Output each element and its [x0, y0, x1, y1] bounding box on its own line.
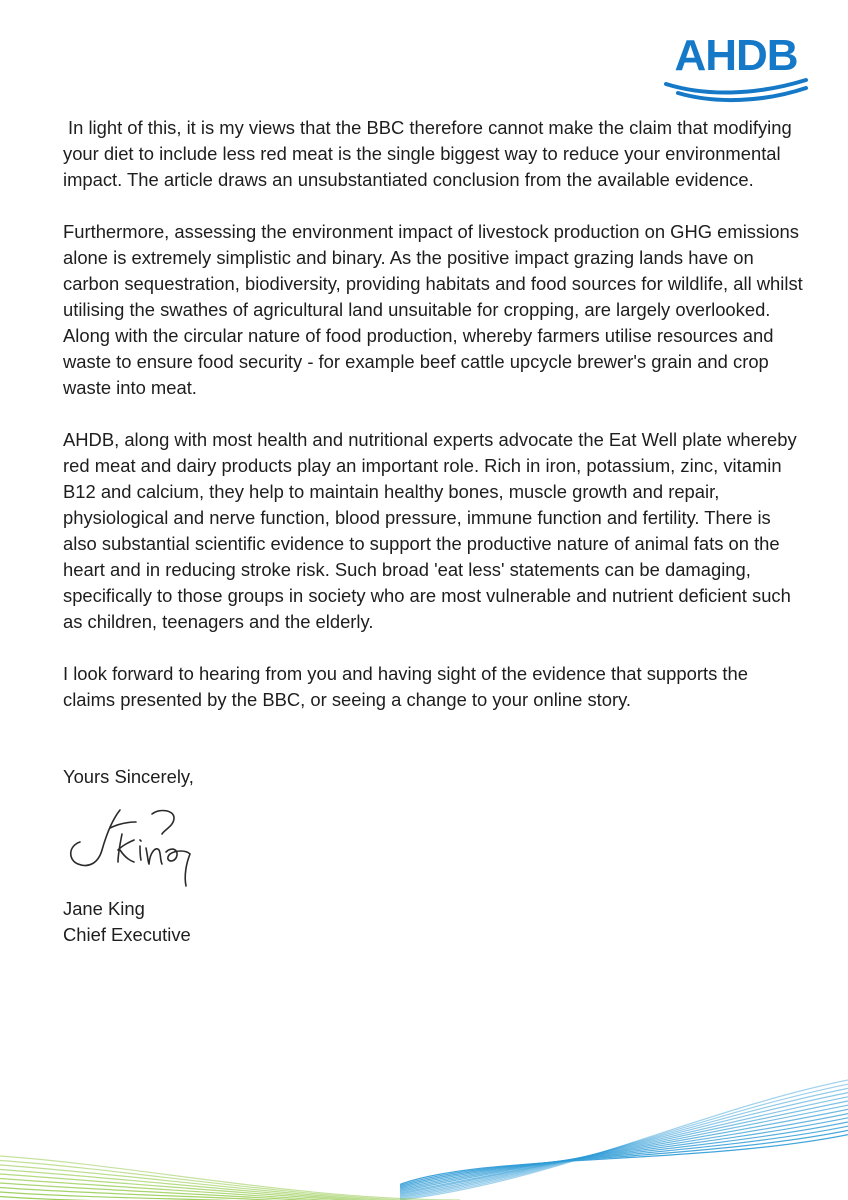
- paragraph: I look forward to hearing from you and having sight of the evidence that supports the claims presented by the BBC, or seeing a change to your online story.: [63, 663, 748, 710]
- paragraph: Furthermore, assessing the environment impact of livestock production on GHG emissions alone is extremely simplistic and binary. As the positive impact grazing lands have on carbon sequestration, biodiversity, providing habitats and food sources for wildlife, all whilst utilising the swathes of agricultural land unsuitable for cropping, are largely overlooked. Along with the circular nature of food production, whereby farmers utilise resources and waste to ensure food security - for example beef cattle upcycle brewer's grain and crop waste into meat.: [63, 221, 803, 398]
- wave-line-blue: [400, 1105, 848, 1193]
- signatory-title: Chief Executive: [63, 924, 191, 945]
- signatory-block: [63, 896, 191, 948]
- footer-wave-decoration: [0, 1060, 848, 1200]
- closing-salutation: Yours Sincerely,: [63, 766, 194, 787]
- paragraph: AHDB, along with most health and nutritional experts advocate the Eat Well plate whereby red meat and dairy products play an important role. Rich in iron, potassium, zinc, vitamin B12 and calcium, they help to maintain healthy bones, muscle growth and repair, physiological and nerve function, blood pressure, immune function and fertility. There is also substantial scientific evidence to support the productive nature of animal fats on the heart and in reducing stroke risk. Such broad 'eat less' statements can be damaging, specifically to those groups in society who are most vulnerable and nutrient deficient such as children, teenagers and the elderly.: [63, 429, 797, 632]
- ahdb-logo: [664, 30, 808, 106]
- logo-waves-icon: [664, 76, 808, 106]
- letter-body: [63, 115, 803, 739]
- signatory-name: Jane King: [63, 898, 145, 919]
- handwritten-signature: [62, 806, 202, 890]
- paragraph: In light of this, it is my views that the BBC therefore cannot make the claim that modifying your diet to include less red meat is the single biggest way to reduce your environmental impact. The article draws an unsubstantiated conclusion from the available evidence.: [63, 117, 792, 190]
- logo-wordmark: AHDB: [674, 31, 798, 80]
